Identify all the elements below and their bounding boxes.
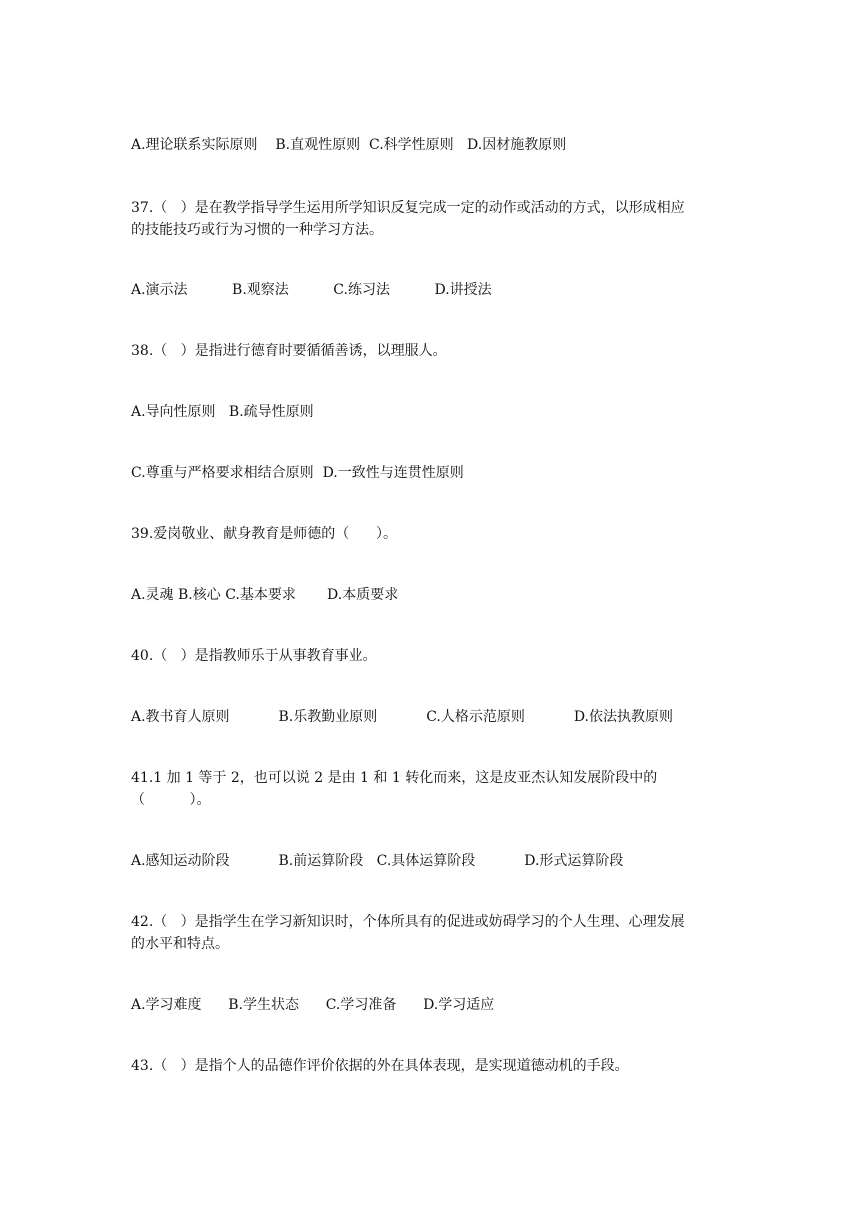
q42-stem-line2: 的水平和特点。 — [131, 936, 229, 952]
q38-options-line1: A.导向性原则 B.疏导性原则 — [131, 404, 314, 420]
q41-options: A.感知运动阶段 B.前运算阶段 C.具体运算阶段 D.形式运算阶段 — [131, 853, 624, 869]
q39-stem: 39.爱岗敬业、献身教育是师德的（ ）。 — [131, 526, 397, 542]
q42-options: A.学习难度 B.学生状态 C.学习准备 D.学习适应 — [131, 997, 495, 1013]
q41-stem-line2: （ ）。 — [131, 792, 211, 808]
q37-stem-line1: 37.（ ）是在教学指导学生运用所学知识反复完成一定的动作或活动的方式，以形成相应 — [131, 200, 685, 216]
q40-stem: 40.（ ）是指教师乐于从事教育事业。 — [131, 648, 377, 664]
q38-options-line2: C.尊重与严格要求相结合原则 D.一致性与连贯性原则 — [131, 465, 464, 481]
q38-stem: 38.（ ）是指进行德育时要循循善诱，以理服人。 — [131, 343, 447, 359]
q37-options: A.演示法 B.观察法 C.练习法 D.讲授法 — [131, 282, 492, 298]
q39-options: A.灵魂 B.核心 C.基本要求 D.本质要求 — [131, 587, 399, 603]
q37-stem-line2: 的技能技巧或行为习惯的一种学习方法。 — [131, 222, 383, 238]
q43-stem: 43.（ ）是指个人的品德作评价依据的外在具体表现，是实现道德动机的手段。 — [131, 1058, 629, 1074]
q41-stem-line1: 41.1 加 1 等于 2，也可以说 2 是由 1 和 1 转化而来，这是皮亚杰认知发展阶段中的 — [131, 770, 658, 786]
q36-options: A.理论联系实际原则 B.直观性原则 C.科学性原则 D.因材施教原则 — [131, 137, 567, 153]
q42-stem-line1: 42.（ ）是指学生在学习新知识时，个体所具有的促进或妨碍学习的个人生理、心理发展 — [131, 914, 685, 930]
q40-options: A.教书育人原则 B.乐教勤业原则 C.人格示范原则 D.依法执教原则 — [131, 709, 673, 725]
